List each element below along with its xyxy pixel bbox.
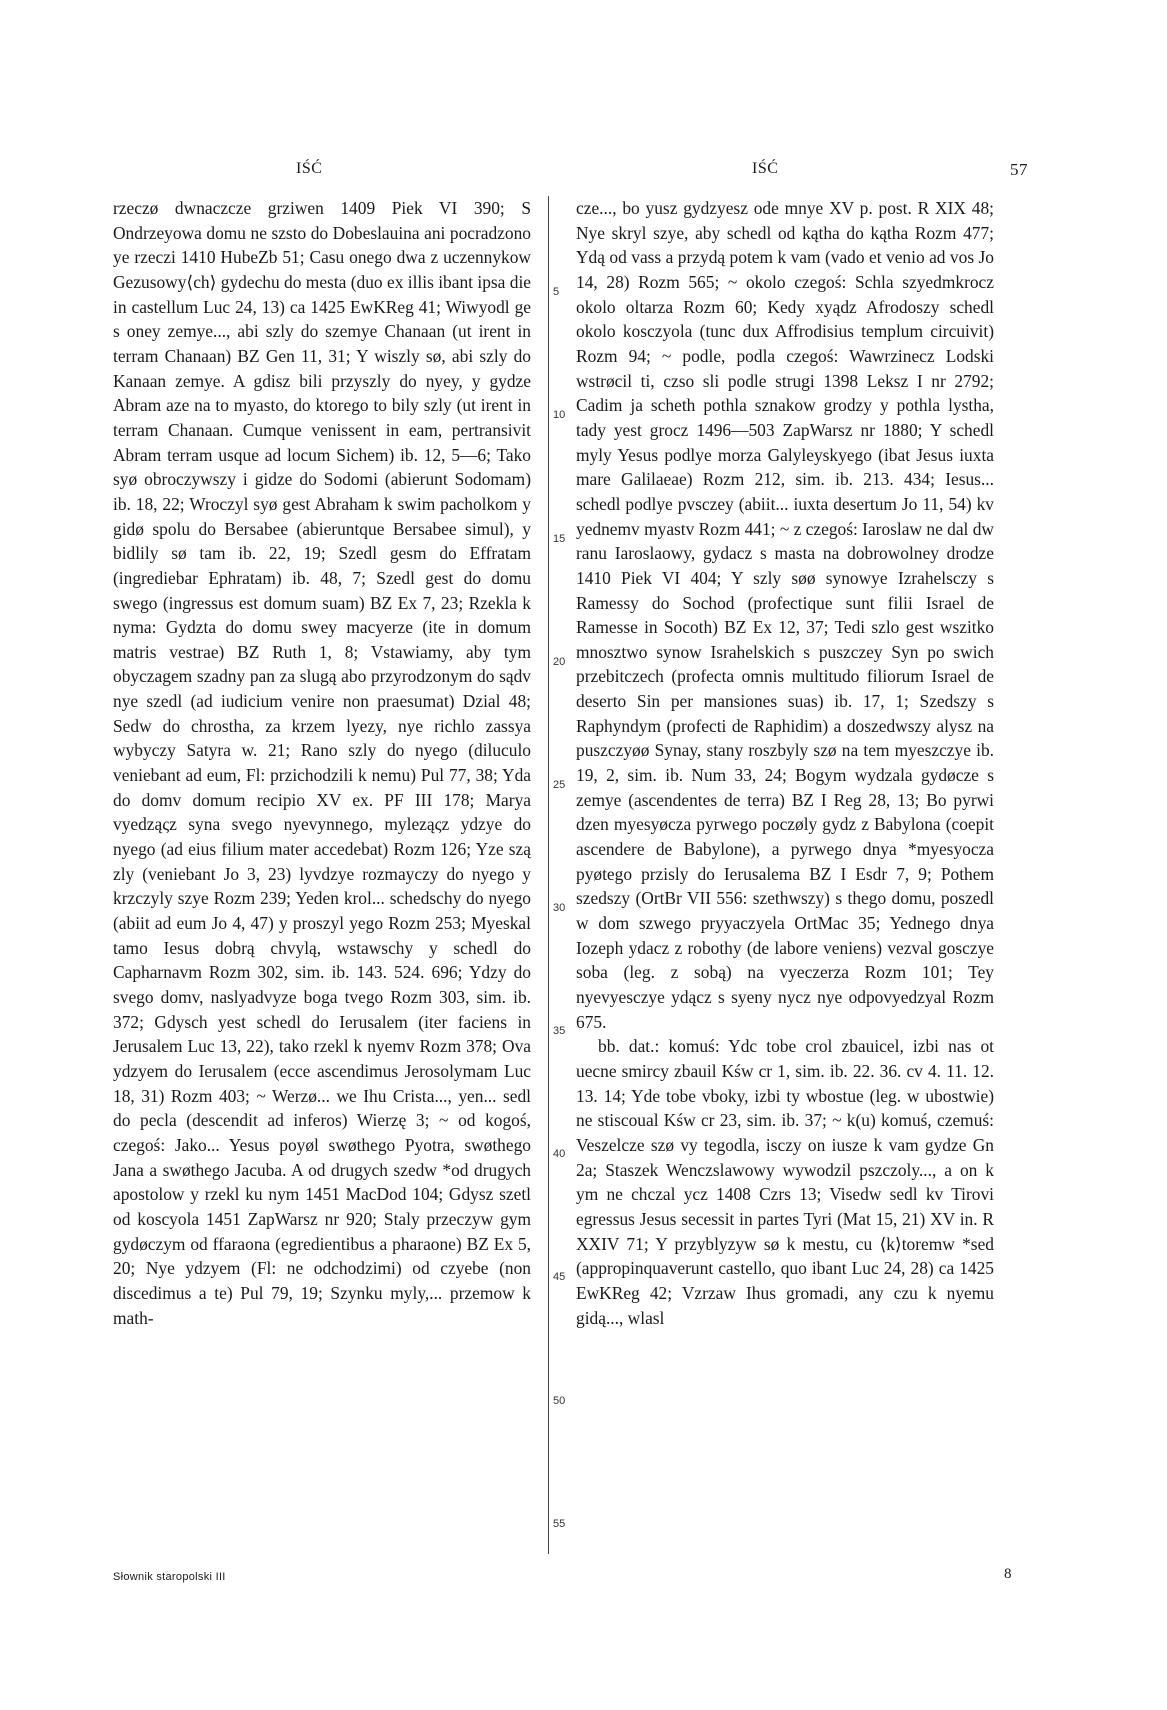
line-number: 35 (553, 1025, 566, 1037)
line-number: 45 (553, 1271, 566, 1283)
publication-footer: Słownik staropolski III (113, 1571, 226, 1583)
line-number: 5 (553, 286, 560, 298)
line-number: 40 (553, 1148, 566, 1160)
running-head-right: IŚĆ (752, 160, 779, 177)
text-column-left (113, 196, 531, 1330)
line-number: 10 (553, 409, 566, 421)
column-divider (548, 196, 549, 1554)
text-column-right (576, 196, 994, 1330)
line-number: 50 (553, 1395, 566, 1407)
line-number: 15 (553, 533, 566, 545)
line-number: 20 (553, 656, 566, 668)
running-head-left: IŚĆ (296, 160, 323, 177)
entry-paragraph: cze..., bo yusz gydzyesz ode mnye XV p. post. R XIX 48; Nye skryl szye, aby schedl od kątha do kątha Rozm 477; Ydą od vass a przydą potem k vam (vado et venio ad vos Jo 14, 28) Rozm 565; ~ okolo czegoś: Schla szyedmkrocz okolo oltarza Rozm 60; Kedy xyądz Afrodoszy schedl okolo kosczyola (tunc dux Affrodisius templum circuivit) Rozm 94; ~ podle, podla czegoś: Wawrzinecz Lodski wstrøcil ti, czso sli podle strugi 1398 Leksz I nr 2792; Cadim ja scheth pothla sznakow grodzy y pothla lystha, tady yest grocz 1496—503 ZapWarsz nr 1880; Y schedl myly Yesus podlye morza Galyleyskyego (ibat Jesus iuxta mare Galilaeae) Rozm 212, sim. ib. 213. 434; Iesus... schedl podlye pvsczey (abiit... iuxta desertum Jo 11, 54) kv yednemv myastv Rozm 441; ~ z czegoś: Iaroslaw ne dal dw ranu Iaroslaowy, gydacz s masta na dobrowolney drodze 1410 Piek VI 404; Y szly søø synowye Izrahelsczy s Ramessy do Sochod (profectique sunt filii Israel de Ramesse in Socoth) BZ Ex 12, 37; Tedi szlo gest wszitko mnosztwo synow Israhelskich s puszczey Syn po swich przebitczech (profecta omnis multitudo filiorum Israel de deserto Sin per mansiones suas) ib. 17, 1; Szedszy s Raphyndym (profecti de Raphidim) a doszedwszy alysz na puszczyøø Synay, stany roszbyly szø na tem myeszczye ib. 19, 2, sim. ib. Num 33, 24; Bogym wydzala gydøcze s zemye (ascendentes de terra) BZ I Reg 28, 13; Bo pyrwi dzen myesyøcza pyrwego poczøly gydz z Babylona (coepit ascendere de Babylone), a pyrwego dnya *myesyocza pyøtego przisly do Ierusalema BZ I Esdr 7, 9; Pothem szedszy (OrtBr VII 556: szethwszy) s thego domu, poszedl w dom szwego pryyaczyela OrtMac 35; Yednego dnya Iozeph ydacz z robothy (de labore veniens) vezval gosczye soba (leg. z sobą) na vyeczerza Rozm 101; Tey nyevyesczye ydącz s syeny nycz nye odpovyedzyal Rozm 675. (576, 198, 994, 1032)
line-number: 55 (553, 1518, 566, 1530)
page-number: 57 (1010, 160, 1028, 179)
signature-mark: 8 (1004, 1566, 1012, 1582)
line-number: 25 (553, 779, 566, 791)
entry-paragraph: rzeczø dwnaczcze grziwen 1409 Piek VI 390; S Ondrzeyowa domu ne szsto do Dobeslauina ani pocradzono ye rzeczi 1410 HubeZb 51; Casu onego dwa z uczennykow Gezusowy⟨ch⟩ gydechu do mesta (duo ex illis ibant ipsa die in castellum Luc 24, 13) ca 1425 EwKReg 41; Wiwyodl ge s oney zemye..., abi szly do szemye Chanaan (ut irent in terram Chanaan) BZ Gen 11, 31; Y wiszly sø, abi szly do Kanaan zemye. A gdisz bili przyszly do nyey, y gydze Abram aze na to myasto, do ktorego to bily szly (ut irent in terram Chanaan. Cumque venissent in eam, pertransivit Abram terram usque ad locum Sichem) ib. 12, 5—6; Tako syø obroczywszy i gidze do Sodomi (abierunt Sodomam) ib. 18, 22; Wroczyl syø gest Abraham k swim pacholkom y gidø spolu do Bersabee (abieruntque Bersabee simul), y bidlily sø tam ib. 22, 19; Szedl gesm do Effratam (ingrediebar Ephratam) ib. 48, 7; Szedl gest do domu swego (ingressus est domum suam) BZ Ex 7, 23; Rzekla k nyma: Gydzta do domu swey macyerze (ite in domum matris vestrae) BZ Ruth 1, 8; Vstawiamy, aby tym obyczagem szadny pan za slugą abo przyrodzonym do sądv nye szedl (ad iudicium venire non praesumat) Dzial 48; Sedw do chrostha, za krzem lyezy, nye richlo zassya wybyczy Satyra w. 21; Rano szly do nyego (diluculo veniebant ad eum, Fl: przichodzili k nemu) Pul 77, 38; Yda do domv domum recipio XV ex. PF III 178; Marya vyedząςz syna svego nyevynnego, myleząςz ydzye do nyego (ad eius filium mater accedebat) Rozm 126; Yze szą zly (veniebant Jo 3, 23) lyvdzye rozmayczy do nyego y krzczyly szye Rozm 239; Yeden krol... schedschy do nyego (abiit ad eum Jo 4, 47) y proszyl yego Rozm 253; Myeskal tamo Iesus dobrą chvylą, wstawschy y schedl do Capharnavm Rozm 302, sim. ib. 143. 524. 696; Ydzy do svego domv, naslyadvyze boga tvego Rozm 303, sim. ib. 372; Gdysch yest schedl do Ierusalem (iter faciens in Jerusalem Luc 13, 22), tako rzekl k nyemv Rozm 378; Ova ydzyem do Ierusalem (ecce ascendimus Jerosolymam Luc 18, 31) Rozm 403; ~ Werzø... we Ihu Crista..., yen... sedl do pecla (descendit ad inferos) Wierzę 3; ~ od kogoś, czegoś: Jako... Yesus poyøl swøthego Pyotra, swøthego Jana a swøthego Jacuba. A od drugych szedw *od drugych apostolow y rzekl ku nym 1451 MacDod 104; Gdysz szetl od koscyola 1451 ZapWarsz nr 920; Staly przeczyw gym gydøczym od ffaraona (egredientibus a pharaone) BZ Ex 5, 20; Nye ydzyem (Fl: ne odchodzimi) od czyebe (non discedimus a te) Pul 79, 19; Szynku myly,... przemow k math- (113, 198, 531, 1328)
line-number: 30 (553, 902, 566, 914)
entry-paragraph: bb. dat.: komuś: Ydc tobe crol zbauicel, izbi nas ot uecne smircy zbauil Kśw cr 1, sim. ib. 22. 36. cv 4. 11. 12. 13. 14; Yde tobe vboky, izbi ty wbostue (leg. w ubostwie) ne stiscoual Kśw cr 23, sim. ib. 37; ~ k(u) komuś, czemuś: Veszelcze szø vy tegodla, isczy on iusze k vam gydze Gn 2a; Staszek Wenczslawowy wywodzil pszczoly..., a on k ym ne chczal ycz 1408 Czrs 13; Visedw sedl kv Tirovi egressus Jesus secessit in partes Tyri (Mat 15, 21) XV in. R XXIV 71; Y przyblyzyw sø k mestu, cu ⟨k⟩toremw *sed (appropinquaverunt castello, quo ibant Luc 24, 28) ca 1425 EwKReg 42; Vzrzaw Ihus gromadi, any czu k nyemu gidą..., wlasl (576, 1036, 994, 1328)
